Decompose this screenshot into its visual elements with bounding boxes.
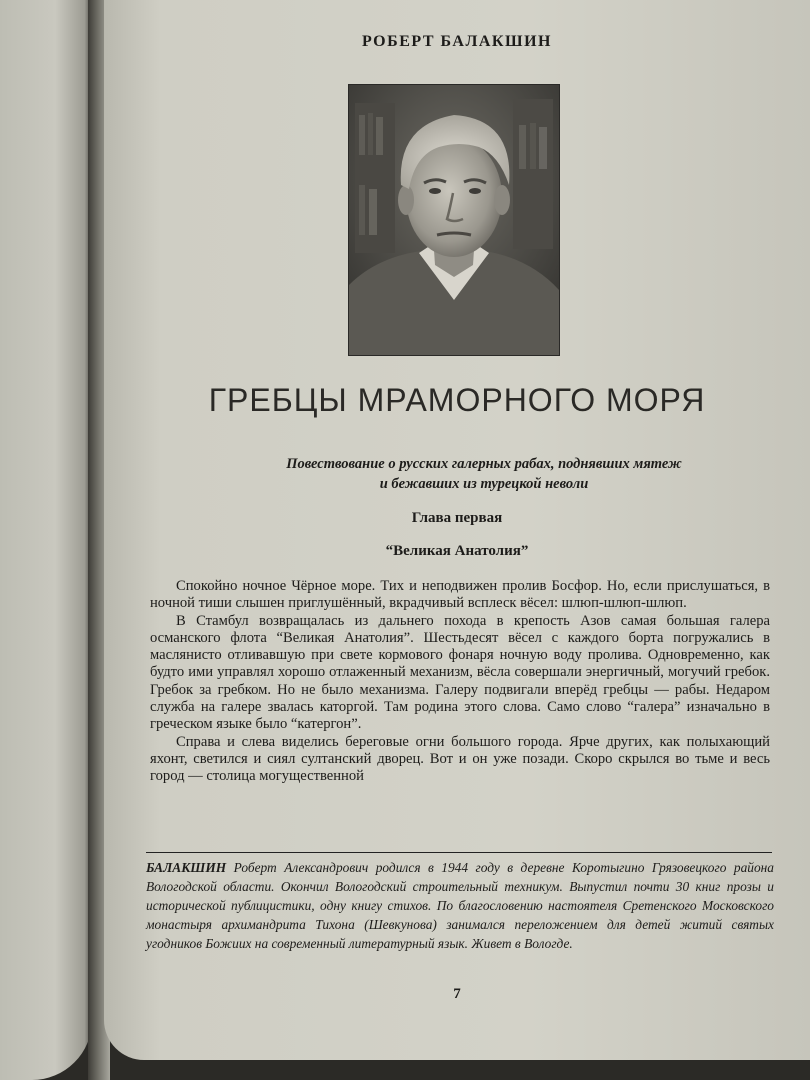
- chapter-label: Глава первая: [411, 510, 503, 526]
- subtitle-line-1: Повествование о русских галерных рабах, поднявших мятеж: [286, 456, 682, 472]
- story-subtitle: [164, 454, 804, 494]
- subtitle-line-2: и бежавших из турецкой неволи: [379, 476, 589, 492]
- portrait-drawing: [349, 85, 559, 355]
- chapter-name: “Великая Анатолия”: [385, 543, 529, 559]
- story-body: [150, 578, 770, 786]
- author-biography: [146, 858, 774, 953]
- paragraph: В Стамбул возвращалась из дальнего похода в крепость Азов самая большая галера османского флота “Великая Анатолия”. Шестьдесят вёсел с каждого борта погружались в маслянисто отливавшую при свете кормового фонаря ночную воду пролива. Одновременно, как будто ими управлял хорошо отлаженный механизм, вёсла совершали энергичный, могучий гребок. Гребок за гребком. Но не было механизма. Галеру подвигали вперёд гребцы — рабы. Недаром служба на галере звалась каторгой. Там родина этого слова. Само слово “галера” изначально в греческом языке было “катергон”.: [150, 612, 770, 733]
- previous-page-edge: [0, 0, 92, 1080]
- biography-text: Роберт Александрович родился в 1944 году в деревне Коротыгино Грязовецкого района Вологодской области. Окончил Вологодский строительный техникум. Выпустил почти 30 книг прозы и исторической публицистики, одну книгу стихов. По благословению настоятеля Сретенского Московского монастыря архимандрита Тихона (Шевкунова) занимался переложением для детей житий святых угодников Божиих на современный литературный язык. Живет в Вологде.: [146, 860, 774, 951]
- page-number: 7: [453, 986, 461, 1002]
- author-header: РОБЕРТ БАЛАКШИН: [362, 33, 552, 50]
- biography-author-name: БАЛАКШИН: [146, 860, 227, 875]
- biography-paragraph: [146, 858, 774, 953]
- author-portrait-photo: [348, 84, 560, 356]
- paragraph: Спокойно ночное Чёрное море. Тих и неподвижен пролив Босфор. Но, если прислушаться, в ночной тиши слышен приглушённый, вкрадчивый всплеск вёсел: шлюп-шлюп-шлюп.: [150, 578, 770, 612]
- footnote-divider: [146, 852, 772, 853]
- story-title: ГРЕБЦЫ МРАМОРНОГО МОРЯ: [208, 382, 706, 418]
- paragraph: Справа и слева виделись береговые огни большого города. Ярче других, как полыхающий яхонт, светился и сиял султанский дворец. Вот и он уже позади. Скоро скрылся во тьме и весь город — столица могущественной: [150, 733, 770, 785]
- book-page: [104, 0, 810, 1060]
